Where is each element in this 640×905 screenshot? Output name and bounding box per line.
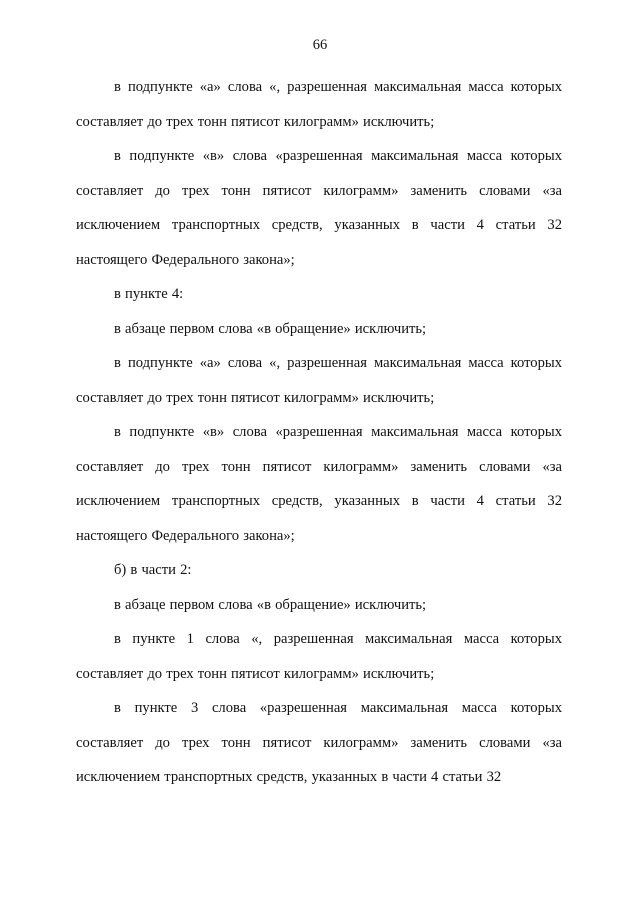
- paragraph: в подпункте «в» слова «разрешенная максимальная масса которых составляет до трех тонн пятисот килограмм» заменить словами «за исключением транспортных средств, указанных в части 4 статьи 32 настоящего Федерального закона»;: [76, 148, 562, 268]
- paragraph: в пункте 4:: [114, 286, 184, 302]
- paragraph: в пункте 1 слова «, разрешенная максимальная масса которых составляет до трех тонн пятисот килограмм» исключить;: [76, 631, 562, 682]
- paragraph: в подпункте «а» слова «, разрешенная максимальная масса которых составляет до трех тонн пятисот килограмм» исключить;: [76, 79, 562, 130]
- document-body: [76, 70, 562, 795]
- paragraph: в абзаце первом слова «в обращение» исключить;: [114, 596, 427, 613]
- page-number: 66: [312, 37, 328, 53]
- paragraph: в подпункте «а» слова «, разрешенная максимальная масса которых составляет до трех тонн пятисот килограмм» исключить;: [76, 355, 562, 406]
- paragraph: в абзаце первом слова «в обращение» исключить;: [114, 320, 427, 337]
- paragraph: в подпункте «в» слова «разрешенная максимальная масса которых составляет до трех тонн пятисот килограмм» заменить словами «за исключением транспортных средств, указанных в части 4 статьи 32 настоящего Федерального закона»;: [76, 424, 562, 544]
- paragraph: б) в части 2:: [114, 562, 192, 578]
- paragraph: в пункте 3 слова «разрешенная максимальная масса которых составляет до трех тонн пятисот килограмм» заменить словами «за исключением транспортных средств, указанных в части 4 статьи 32: [76, 700, 562, 785]
